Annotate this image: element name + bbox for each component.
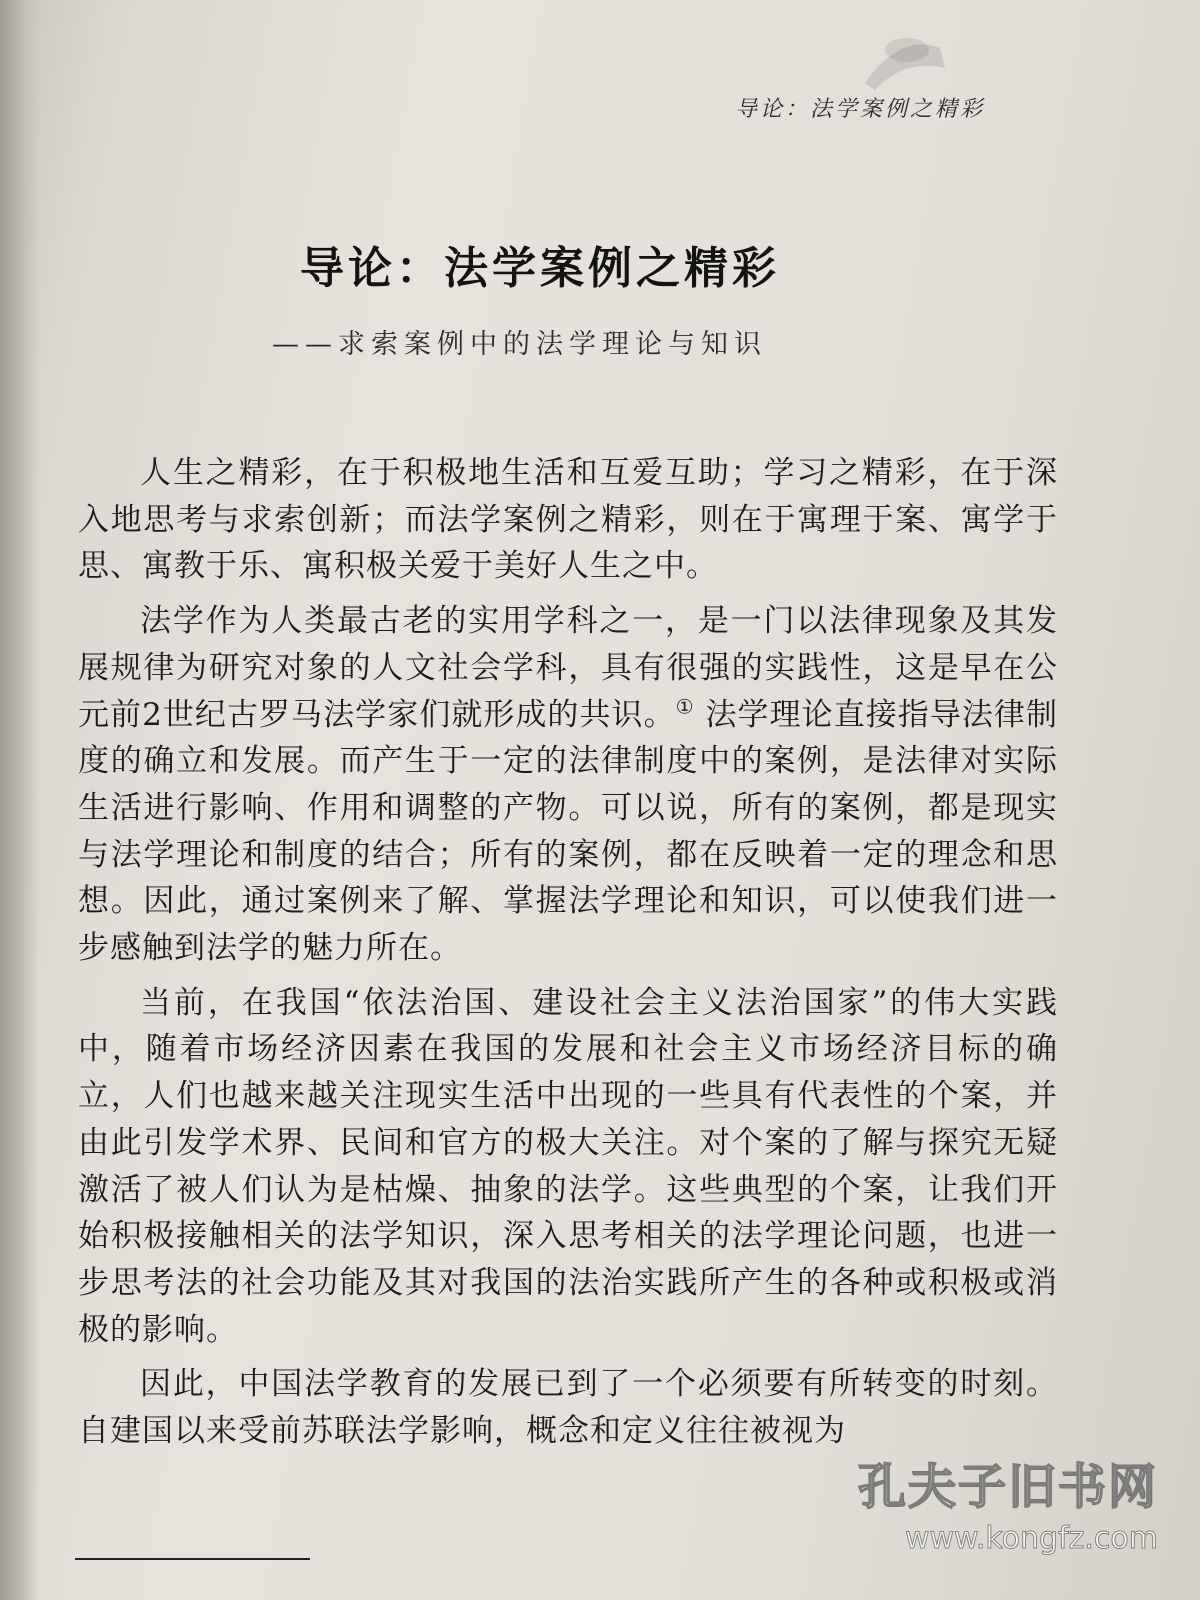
running-head: 导论：法学案例之精彩 [734, 97, 985, 122]
paragraph [78, 598, 1058, 972]
watermark-name: 孔夫子旧书网 [857, 1459, 1158, 1515]
paragraph-text: 法学作为人类最古老的实用学科之一，是一门以法律现象及其发展规律为研究对象的人文社会学科，具有很强的实践性，这是早在公元前2世纪古罗马法学家们就形成的共识。 [78, 603, 1058, 733]
paragraph: 人生之精彩，在于积极地生活和互爱互助；学习之精彩，在于深入地思考与求索创新；而法学案例之精彩，则在于寓理于案、寓学于思、寓教于乐、寓积极关爱于美好人生之中。 [78, 455, 1058, 585]
chapter-subtitle: ——求索案例中的法学理论与知识 [272, 329, 767, 360]
body-text [78, 450, 1058, 1455]
paragraph: 因此，中国法学教育的发展已到了一个必须要有所转变的时刻。自建国以来受前苏联法学影响，概念和定义往往被视为 [78, 1366, 1058, 1450]
chapter-title: 导论：法学案例之精彩 [300, 243, 780, 294]
paragraph-text: 法学理论直接指导法律制度的确立和发展。而产生于一定的法律制度中的案例，是法律对实际生活进行影响、作用和调整的产物。可以说，所有的案例，都是现实与法学理论和制度的结合；所有的案例，都在反映着一定的理念和思想。因此，通过案例来了解、掌握法学理论和知识，可以使我们进一步感触到法学的魅力所在。 [78, 696, 1058, 967]
watermark-url: www.kongfz.com [904, 1521, 1158, 1556]
footnote-marker[interactable]: ① [675, 694, 695, 719]
footnote-divider [75, 1558, 310, 1560]
watermark [858, 1448, 1158, 1556]
binding-shadow [0, 0, 40, 1600]
paragraph: 当前，在我国“依法治国、建设社会主义法治国家”的伟大实践中，随着市场经济因素在我国的发展和社会主义市场经济目标的确立，人们也越来越关注现实生活中出现的一些具有代表性的个案，并由此引发学术界、民间和官方的极大关注。对个案的了解与探究无疑激活了被人们认为是枯燥、抽象的法学。这些典型的个案，让我们开始积极接触相关的法学知识，深入思考相关的法学理论问题，也进一步思考法的社会功能及其对我国的法治实践所产生的各种或积极或消极的影响。 [78, 984, 1058, 1348]
gavel-icon [845, 28, 955, 98]
